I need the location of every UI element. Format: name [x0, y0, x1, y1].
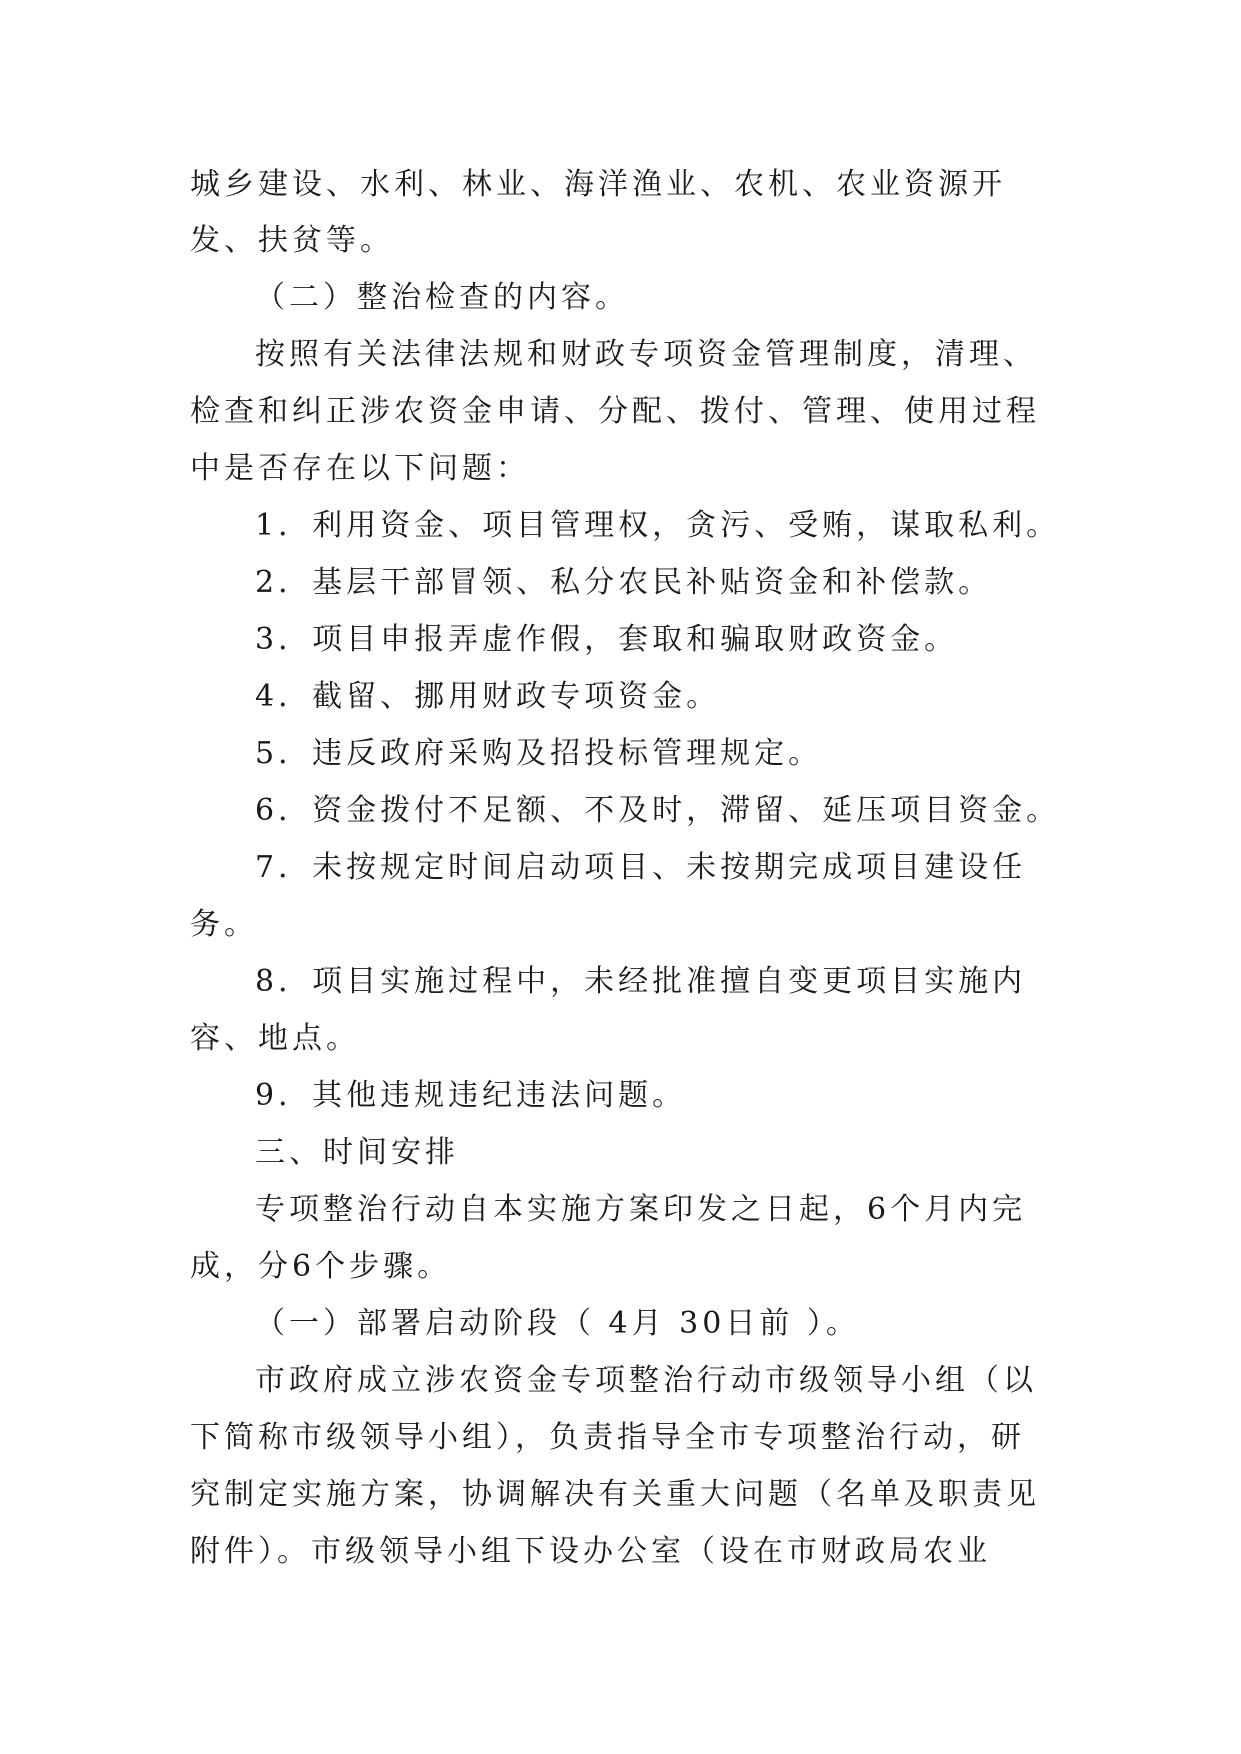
list-item: 2．基层干部冒领、私分农民补贴资金和补偿款。	[255, 565, 993, 600]
list-item: 6．资金拨付不足额、不及时，滞留、延压项目资金。	[255, 793, 1061, 828]
paragraph-line: 城乡建设、水利、林业、海洋渔业、农机、农业资源开	[190, 167, 1006, 202]
list-item: 5．违反政府采购及招投标管理规定。	[255, 736, 823, 771]
paragraph-line: 发、扶贫等。	[190, 223, 394, 258]
paragraph-line: 究制定实施方案，协调解决有关重大问题（名单及职责见	[190, 1477, 1040, 1512]
section-subheading: （一）部署启动阶段（ 4月 30日前 ）。	[255, 1306, 860, 1341]
section-subheading: （二）整治检查的内容。	[255, 280, 629, 315]
paragraph-line: 检查和纠正涉农资金申请、分配、拨付、管理、使用过程	[190, 394, 1040, 429]
list-item-continuation: 务。	[190, 907, 258, 942]
list-item: 3．项目申报弄虚作假，套取和骗取财政资金。	[255, 622, 959, 657]
paragraph-line: 附件）。市级领导小组下设办公室（设在市财政局农业	[190, 1534, 991, 1569]
paragraph-line: 中是否存在以下问题：	[190, 451, 530, 486]
list-item: 1．利用资金、项目管理权，贪污、受贿，谋取私利。	[255, 508, 1061, 543]
list-item: 8．项目实施过程中，未经批准擅自变更项目实施内	[255, 964, 1027, 999]
list-item-continuation: 容、地点。	[190, 1021, 360, 1056]
section-heading: 三、时间安排	[255, 1135, 459, 1170]
paragraph-line: 按照有关法律法规和财政专项资金管理制度，清理、	[255, 337, 1037, 372]
paragraph-line: 成，分6个步骤。	[190, 1249, 452, 1284]
paragraph-line: 专项整治行动自本实施方案印发之日起，6个月内完	[255, 1192, 1027, 1227]
paragraph-line: 下简称市级领导小组），负责指导全市专项整治行动，研	[190, 1420, 1025, 1455]
paragraph-line: 市政府成立涉农资金专项整治行动市级领导小组（以	[255, 1363, 1037, 1398]
list-item: 4．截留、挪用财政专项资金。	[255, 679, 721, 714]
list-item: 7．未按规定时间启动项目、未按期完成项目建设任	[255, 850, 1027, 885]
list-item: 9．其他违规违纪违法问题。	[255, 1078, 687, 1113]
